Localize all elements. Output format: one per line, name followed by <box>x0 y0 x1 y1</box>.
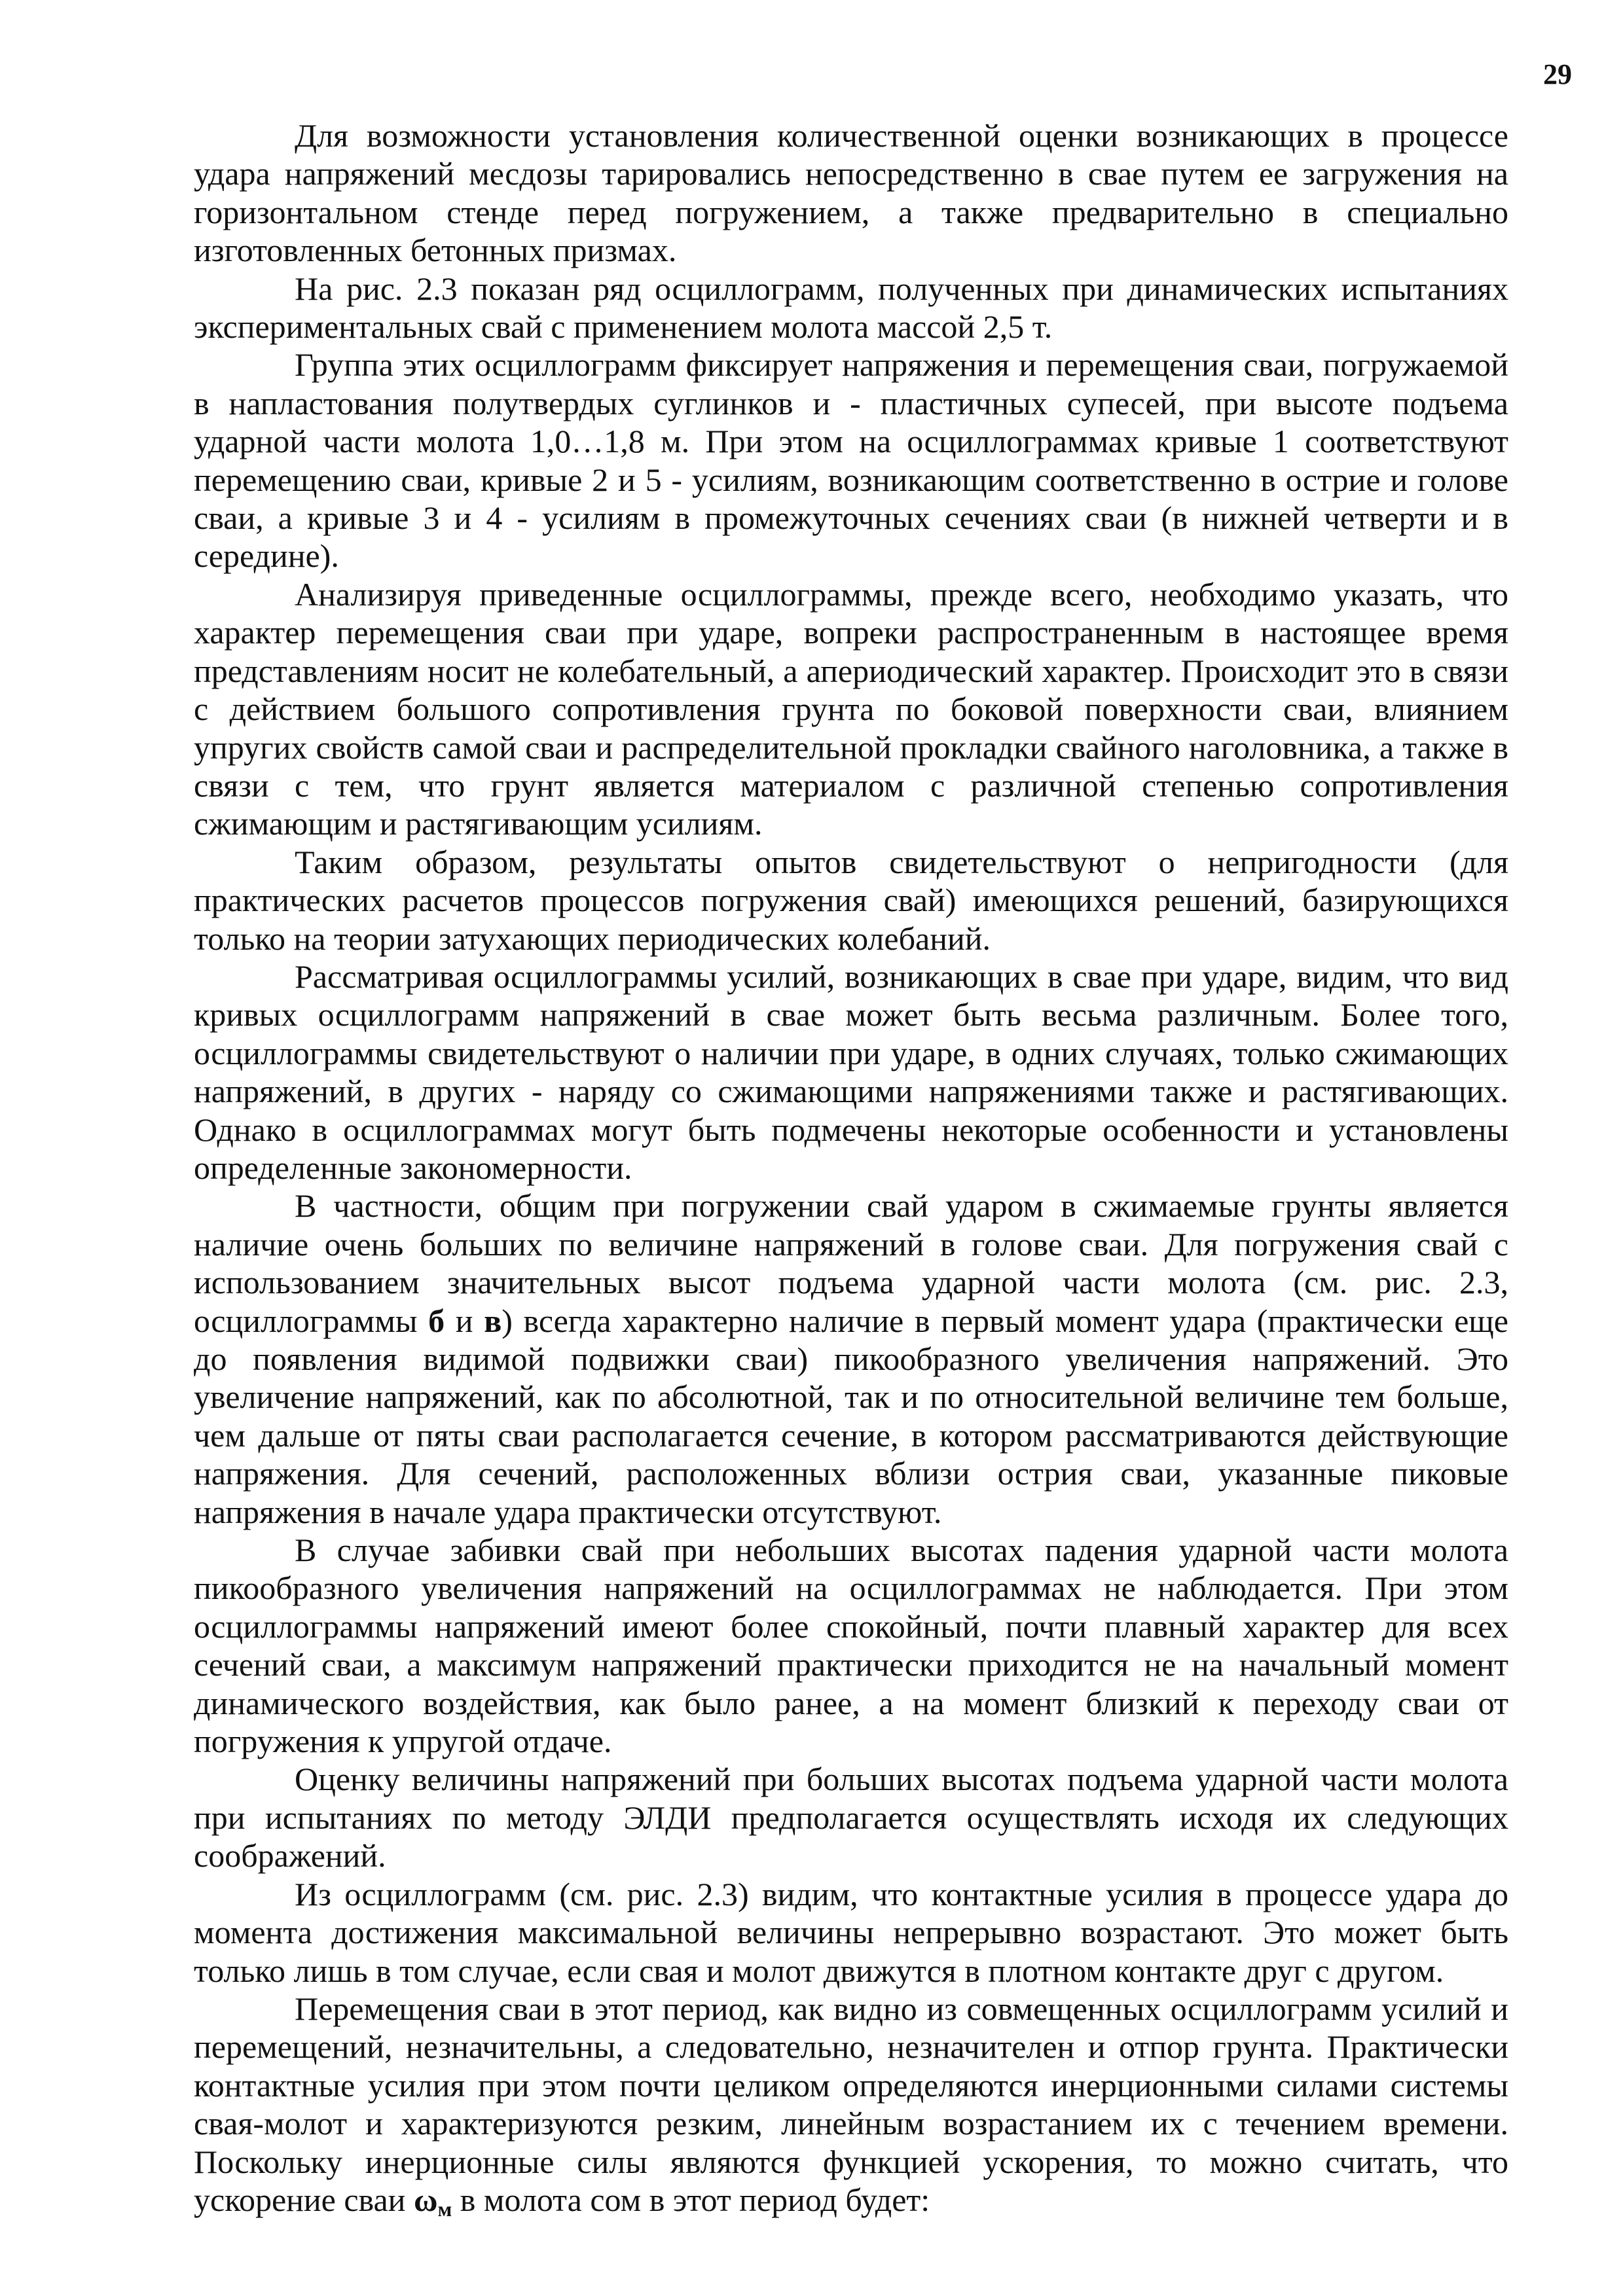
paragraph-11-text-b: в молота сом в этот период будет: <box>452 2181 930 2218</box>
oscillogram-label-b: б <box>428 1302 445 1339</box>
acceleration-symbol <box>413 2181 452 2221</box>
paragraph-11 <box>194 1990 1508 2219</box>
omega-subscript: м <box>437 2197 452 2221</box>
paragraph-7-text-a: В частности, общим при погружении свай ударом в сжимаемые грунты является наличие очень больших по величине напряжений в голове сваи. Для погружения свай с использованием значительных высот подъема ударной части молота (см. рис. 2.3, осциллограммы <box>194 1187 1508 1339</box>
paragraph-6: Рассматривая осциллограммы усилий, возникающих в свае при ударе, видим, что вид кривых осциллограмм напряжений в свае может быть весьма различным. Более того, осциллограммы свидетельствуют о наличии при ударе, в одних случаях, только сжимающих напряжений, в других - наряду со сжимающими напряжениями также и растягивающих. Однако в осциллограммах могут быть подмечены некоторые особенности и установлены определенные закономерности. <box>194 958 1508 1186</box>
paragraph-5: Таким образом, результаты опытов свидетельствуют о непригодности (для практических расчетов процессов погружения свай) имеющихся решений, базирующихся только на теории затухающих периодических колебаний. <box>194 843 1508 957</box>
paragraph-7 <box>194 1187 1508 1531</box>
paragraph-9: Оценку величины напряжений при больших высотах подъема ударной части молота при испытаниях по методу ЭЛДИ предполагается осуществлять исходя их следующих соображений. <box>194 1761 1508 1874</box>
page-number: 29 <box>1543 58 1572 90</box>
body-text <box>194 117 1508 2219</box>
paragraph-11-text-a: Перемещения сваи в этот период, как видно из совмещенных осциллограмм усилий и перемещений, незначительны, а следовательно, незначителен и отпор грунта. Практически контактные усилия при этом почти целиком определяются инерционными силами системы свая-молот и характеризуются резким, линейным возрастанием их с течением времени. Поскольку инерционные силы являются функцией ускорения, то можно считать, что ускорение сваи <box>194 1990 1508 2218</box>
paragraph-1: Для возможности установления количественной оценки возникающих в процессе удара напряжений месдозы тарировались непосредственно в свае путем ее загружения на горизонтальном стенде перед погружением, а также предварительно в специально изготовленных бетонных призмах. <box>194 117 1508 269</box>
paragraph-10: Из осциллограмм (см. рис. 2.3) видим, что контактные усилия в процессе удара до момента достижения максимальной величины непрерывно возрастают. Это может быть только лишь в том случае, если свая и молот движутся в плотном контакте друг с другом. <box>194 1875 1508 1989</box>
paragraph-3: Группа этих осциллограмм фиксирует напряжения и перемещения сваи, погружаемой в напластования полутвердых суглинков и - пластичных супесей, при высоте подъема ударной части молота 1,0…1,8 м. При этом на осциллограммах кривые 1 соответствуют перемещению сваи, кривые 2 и 5 - усилиям, возникающим соответственно в острие и голове сваи, а кривые 3 и 4 - усилиям в промежуточных сечениях сваи (в нижней четверти и в середине). <box>194 346 1508 575</box>
paragraph-8: В случае забивки свай при небольших высотах падения ударной части молота пикообразного увеличения напряжений на осциллограммах не наблюдается. При этом осциллограммы напряжений имеют более спокойный, почти плавный характер для всех сечений сваи, а максимум напряжений практически приходится не на начальный момент динамического воздействия, как было ранее, а на момент близкий к переходу сваи от погружения к упругой отдаче. <box>194 1532 1508 1760</box>
omega-symbol: ω <box>413 2181 438 2218</box>
paragraph-4: Анализируя приведенные осциллограммы, прежде всего, необходимо указать, что характер перемещения сваи при ударе, вопреки распространенным в настоящее время представлениям носит не колебательный, а апериодический характер. Происходит это в связи с действием большого сопротивления грунта по боковой поверхности сваи, влиянием упругих свойств самой сваи и распределительной прокладки свайного наголовника, а также в связи с тем, что грунт является материалом с различной степенью сопротивления сжимающим и растягивающим усилиям. <box>194 575 1508 842</box>
oscillogram-label-v: в <box>484 1302 502 1339</box>
paragraph-7-text-c: ) всегда характерно наличие в первый момент удара (практически еще до появления видимой подвижки сваи) пикообразного увеличения напряжений. Это увеличение напряжений, как по абсолютной, так и по относительной величине тем больше, чем дальше от пяты сваи располагается сечение, в котором рассматриваются действующие напряжения. Для сечений, расположенных вблизи острия сваи, указанные пиковые напряжения в начале удара практически отсутствуют. <box>194 1302 1508 1530</box>
paragraph-2: На рис. 2.3 показан ряд осциллограмм, полученных при динамических испытаниях экспериментальных свай с применением молота массой 2,5 т. <box>194 270 1508 346</box>
paragraph-7-text-b: и <box>445 1302 484 1339</box>
